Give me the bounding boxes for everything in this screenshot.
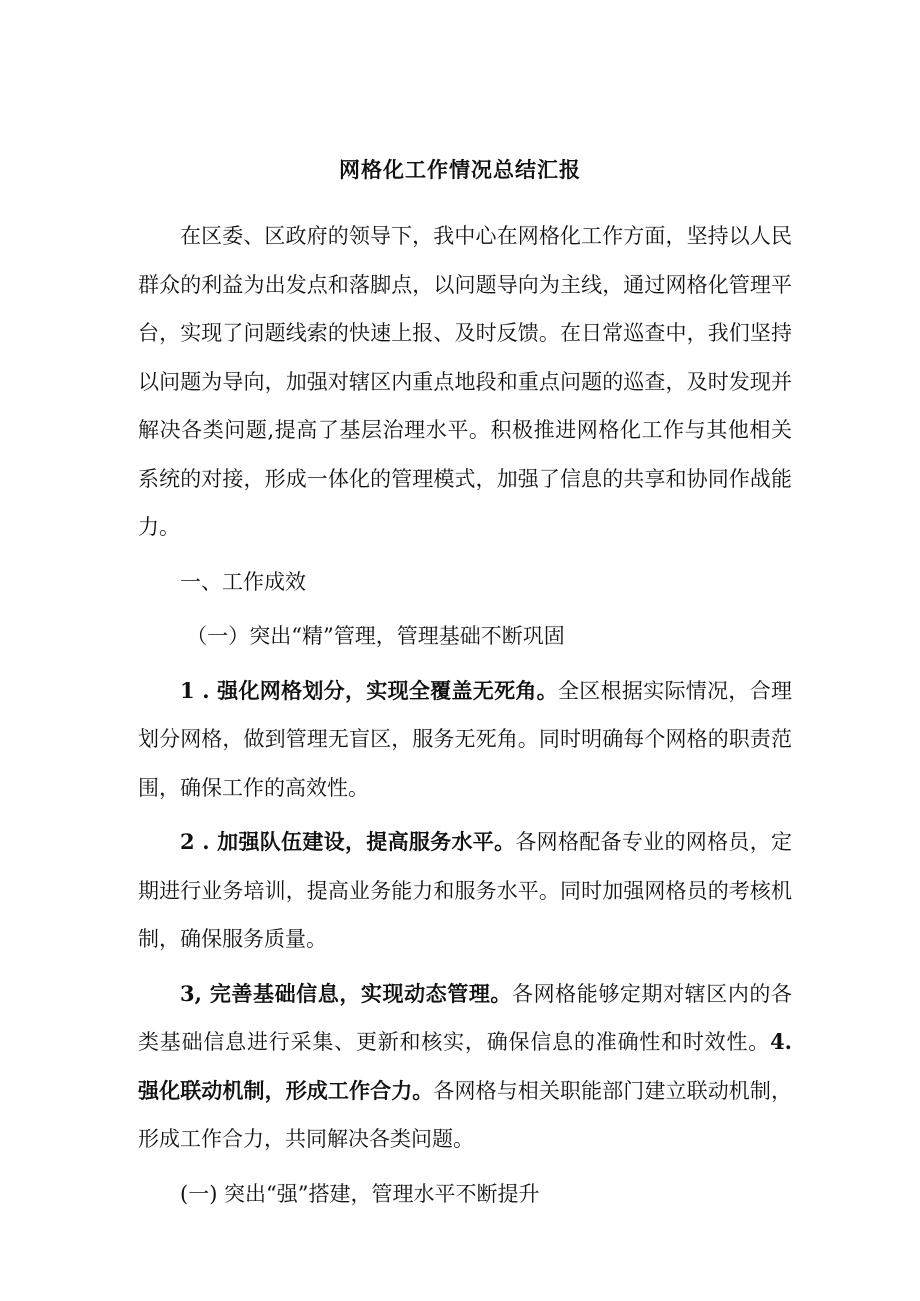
list-item bbox=[138, 667, 792, 813]
subsection-heading: （一）突出“精”管理，管理基础不断巩固 bbox=[186, 624, 565, 648]
item-lead: 1 . 强化网格划分，实现全覆盖无死角。 bbox=[180, 677, 558, 703]
document-title: 网格化工作情况总结汇报 bbox=[339, 157, 581, 182]
section-heading: 一、工作成效 bbox=[180, 569, 306, 594]
item-lead: 3, 完善基础信息，实现动态管理。 bbox=[180, 980, 512, 1006]
list-item bbox=[138, 970, 792, 1164]
subsection-heading: (一) 突出“强”搭建，管理水平不断提升 bbox=[180, 1181, 540, 1206]
item-lead: 4. 强化联动机制，形成工作合力。 bbox=[138, 1029, 792, 1103]
item-text: 各网格能够定期对辖区内的各类基础信息进行采集、更新和核实，确保信息的准确性和时效性。 bbox=[138, 981, 793, 1054]
item-lead: 2 . 加强队伍建设，提高服务水平。 bbox=[180, 829, 516, 854]
list-item bbox=[138, 818, 792, 964]
item-text: 各网格配备专业的网格员，定期进行业务培训，提高业务能力和服务水平。同时加强网格员的考核机制，确保服务质量。 bbox=[138, 830, 792, 951]
intro-paragraph: 在区委、区政府的领导下，我中心在网格化工作方面，坚持以人民群众的利益为出发点和落脚点，以问题导向为主线，通过网格化管理平台，实现了问题线索的快速上报、及时反馈。在日常巡查中，我们坚持以问题为导向，加强对辖区内重点地段和重点问题的巡查，及时发现并解决各类问题,提高了基层治理水平。积极推进网格化工作与其他相关系统的对接，形成一体化的管理模式，加强了信息的共享和协同作战能力。 bbox=[138, 224, 792, 539]
item-text: 全区根据实际情况，合理划分网格，做到管理无盲区，服务无死角。同时明确每个网格的职责范围，确保工作的高效性。 bbox=[138, 678, 793, 800]
item-text: 各网格与相关职能部门建立联动机制，形成工作合力，共同解决各类问题。 bbox=[138, 1078, 793, 1151]
document-body bbox=[138, 212, 792, 1218]
